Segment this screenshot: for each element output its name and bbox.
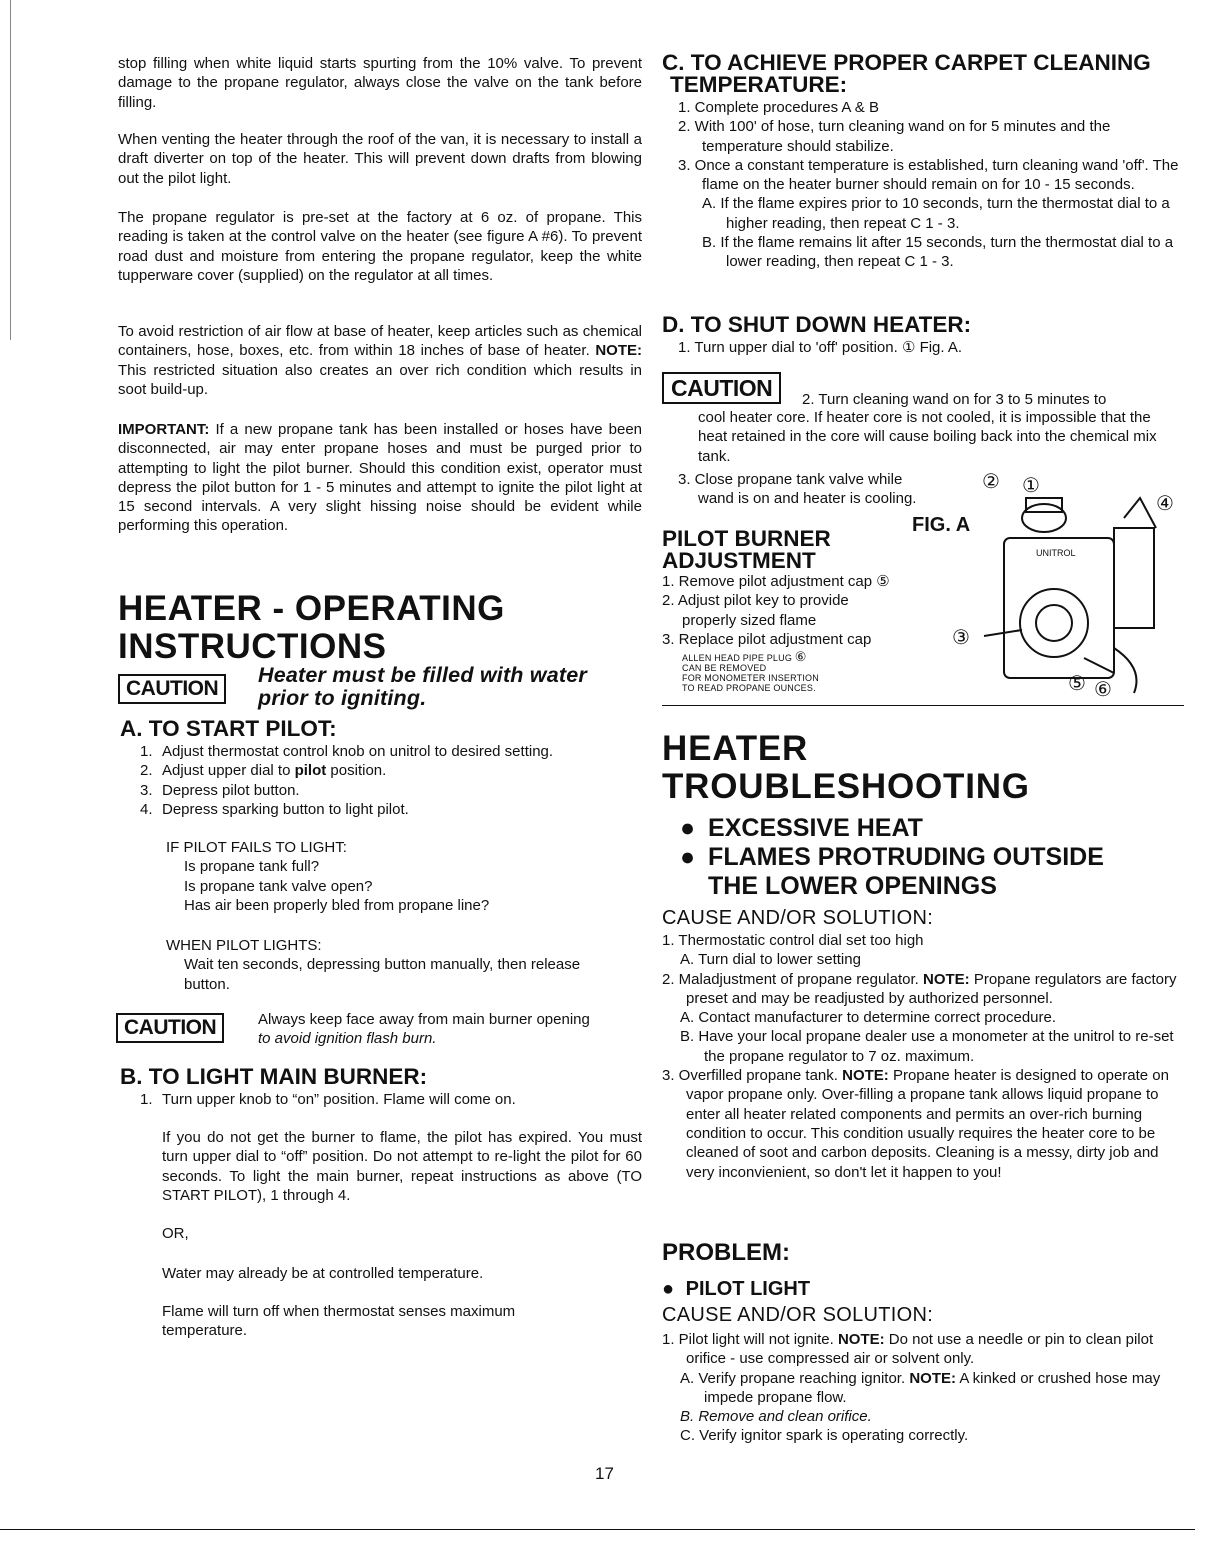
section-divider [662,705,1184,706]
list-item: 1. Remove pilot adjustment cap ⑤ [662,573,890,590]
bullet-pilot-light: ● PILOT LIGHT [662,1278,811,1300]
paragraph-venting [118,130,642,188]
thermostat-knob-center [1036,605,1072,641]
paragraph-regulator [118,208,642,285]
list-item: B. Remove and clean orifice. [680,1408,872,1426]
callout-3-icon: ③ [952,625,970,649]
upper-dial [1022,504,1066,532]
heading-main-burner: B. TO LIGHT MAIN BURNER: [120,1064,428,1089]
paragraph-text: To avoid restriction of air flow at base of heater, keep articles such as chemical containers, hose, boxes, etc. from within 18 inches of base of heater. NOTE: This restricted situation also creates an over rich condition which results in soot build-up. [118,323,642,398]
heading-shut-down: D. TO SHUT DOWN HEATER: [662,312,972,337]
main-burner-paragraph: If you do not get the burner to flame, the pilot has expired. You must turn upper dial to “off” position. Do not attempt to re-light the pilot for 60 seconds. To light the main burner, repeat instructions as above (TO START PILOT), 1 through 4. [162,1129,642,1204]
paragraph-filling [118,54,642,112]
list-item: 3. Overfilled propane tank. NOTE: Propane heater is designed to operate on vapor propane only. Over-filling a propane tank allows liquid propane to enter all heater related components and permits an over-rich burning condition to occur. This condition usually requires the heater core to be cleaned of soot and carbon deposits. Cleaning is a messy, dirty job and very inconvienient, so don't let it happen to you! [662,1067,1169,1181]
bullet-excessive-heat: ● EXCESSIVE HEAT [680,814,923,842]
list-item: 3. Depress pilot button. [140,781,300,799]
caution-fill-water [118,664,642,712]
callout-5-icon: ⑤ [1068,671,1086,695]
thermostat-knob [1020,589,1088,657]
list-item: 2. Adjust upper dial to pilot position. [140,762,387,780]
shut-down-item-1: 1. Turn upper dial to 'off' position. ① Fig. A. [678,339,963,356]
heading-cause-solution-1: CAUSE AND/OR SOLUTION: [662,907,934,929]
list-item: 2. With 100' of hose, turn cleaning wand on for 5 minutes and the temperature should stabilize. [678,118,1111,155]
list-item: 1. Adjust thermostat control knob on unitrol to desired setting. [140,743,554,760]
list-item: B. If the flame remains lit after 15 seconds, turn the thermostat dial to a lower reading, then repeat C 1 - 3. [702,234,1174,271]
list-item: 1. Thermostatic control dial set too high [662,932,924,949]
paragraph-text: IMPORTANT: If a new propane tank has been installed or hoses have been disconnected, air may enter propane hoses and must be purged prior to attempting to light the pilot burner. Should this condition exist, operator must depress the pilot button for 1 - 5 minutes and attempt to ignite the pilot light at 15 second intervals. A very slight hissing noise should be evident while performing this operation. [118,421,642,535]
main-burner-water: Water may already be at controlled temperature. [162,1265,484,1282]
list-item: C. Verify ignitor spark is operating correctly. [680,1427,969,1445]
main-burner-thermostat: Flame will turn off when thermostat senses maximum temperature. [162,1303,516,1340]
heading-operating-instructions: HEATER - OPERATING INSTRUCTIONS [118,589,505,666]
if-pilot-fails-questions: Is propane tank full? Is propane tank valve open? Has air been properly bled from propane line? [184,858,490,914]
carpet-temp-list [678,98,1184,272]
pilot-line [1124,498,1156,528]
fitting-line [1084,658,1114,673]
pilot-note: ALLEN HEAD PIPE PLUG ⑥ CAN BE REMOVED FOR MONOMETER INSERTION TO READ PROPANE OUNCES. [682,649,819,693]
list-item: 1. Complete procedures A & B [678,99,879,116]
scan-edge-line [10,0,11,340]
when-pilot-lights: WHEN PILOT LIGHTS: Wait ten seconds, depressing button manually, then release button. [166,937,581,993]
list-item: B. Have your local propane dealer use a monometer at the unitrol to re-set the propane regulator to 7 oz. maximum. [680,1028,1174,1065]
paragraph-text: When venting the heater through the roof of the van, it is necessary to install a draft diverter on top of the heater. This will prevent down drafts from blowing out the pilot light. [118,131,642,187]
caution-face-away [118,1010,642,1050]
shut-down-item-2-first: 2. Turn cleaning wand on for 3 to 5 minutes to [802,391,1107,408]
callout-2-icon: ② [982,469,1000,493]
shut-down-item-3: 3. Close propane tank valve while wand is on and heater is cooling. [678,471,917,508]
shut-down-item-2-rest: cool heater core. If heater core is not cooled, it is impossible that the heat retained in the core will cause boiling back into the chemical mix tank. [698,409,1157,465]
paragraph-text: stop filling when white liquid starts spurting from the 10% valve. To prevent damage to the propane regulator, always close the valve on the tank before filling. [118,55,642,111]
callout-5-icon: ⑤ [876,573,890,590]
heading-problem: PROBLEM: [662,1239,790,1266]
callout-4-icon: ④ [1156,491,1174,515]
main-burner-or: OR, [162,1225,189,1242]
paragraph-text: The propane regulator is pre-set at the factory at 6 oz. of propane. This reading is taken at the control valve on the heater (see figure A #6). To prevent road dust and moisture from entering the propane regulator, keep the white tupperware cover (supplied) on the regulator at all times. [118,209,642,284]
list-item: 1. Pilot light will not ignite. NOTE: Do not use a needle or pin to clean pilot orifice - use compressed air or solvent only. [662,1331,1154,1368]
heading-carpet-cleaning-temp: C. TO ACHIEVE PROPER CARPET CLEANING TEMPERATURE: [662,50,1151,97]
unitrol-brand: UNITROL [1036,548,1076,558]
caution-badge: CAUTION [116,1013,224,1043]
valve-side-block [1114,528,1154,628]
start-pilot-list [140,742,642,819]
gas-line [1114,648,1137,693]
caution-badge: CAUTION [118,674,226,704]
list-item: 3. Replace pilot adjustment cap [662,630,872,648]
heading-pilot-burner-adjustment: PILOT BURNER ADJUSTMENT [662,526,831,573]
cause-solution-2-list [662,1330,1184,1446]
list-item: 3. Once a constant temperature is established, turn cleaning wand 'off'. The flame on the heater burner should remain on for 10 - 15 seconds. [678,156,1179,194]
heading-cause-solution-2: CAUSE AND/OR SOLUTION: [662,1304,934,1326]
if-pilot-fails: IF PILOT FAILS TO LIGHT: Is propane tank full? Is propane tank valve open? Has air been properly bled from propane line? [166,838,642,915]
callout-1-icon: ① [901,339,916,356]
callout-6-icon: ⑥ [794,649,807,664]
callout-1-icon: ① [1022,473,1040,497]
heading-start-pilot: A. TO START PILOT: [120,716,337,741]
list-item: 2. Maladjustment of propane regulator. NOTE: Propane regulators are factory preset and may be readjusted by authorized personnel. [662,970,1177,1007]
caution-heading: Heater must be filled with water prior to igniting. [258,663,587,710]
heater-control-valve-illustration [944,458,1184,704]
list-item: A. Contact manufacturer to determine correct procedure. [680,1009,1057,1027]
pilot-adjustment-list [662,572,952,649]
caution-badge: CAUTION [662,372,781,404]
list-item: 2. Adjust pilot key to provide [662,592,849,610]
page-number: 17 [595,1464,614,1483]
list-item: properly sized flame [682,611,817,629]
heading-troubleshooting: HEATER TROUBLESHOOTING [662,729,1030,806]
list-item: A. If the flame expires prior to 10 seconds, turn the thermostat dial to a higher reading, then repeat C 1 - 3. [702,195,1170,232]
list-item: A. Verify propane reaching ignitor. NOTE: A kinked or crushed hose may impede propane flow. [680,1369,1161,1406]
main-burner-item-1: 1. Turn upper knob to “on” position. Flame will come on. [140,1091,516,1108]
bullet-flames-protruding: ● FLAMES PROTRUDING OUTSIDE THE LOWER OPENINGS [680,843,1104,900]
bottom-rule [0,1529,1195,1530]
paragraph-air-flow [118,322,642,399]
figure-label: FIG. A [912,514,971,536]
callout-6-icon: ⑥ [1094,677,1112,701]
list-item: A. Turn dial to lower setting [680,951,861,969]
paragraph-important [118,420,642,536]
list-item: 4. Depress sparking button to light pilot. [140,800,409,818]
cause-solution-1-list [662,931,1184,1182]
caution-text: Always keep face away from main burner opening to avoid ignition flash burn. [258,1011,590,1048]
